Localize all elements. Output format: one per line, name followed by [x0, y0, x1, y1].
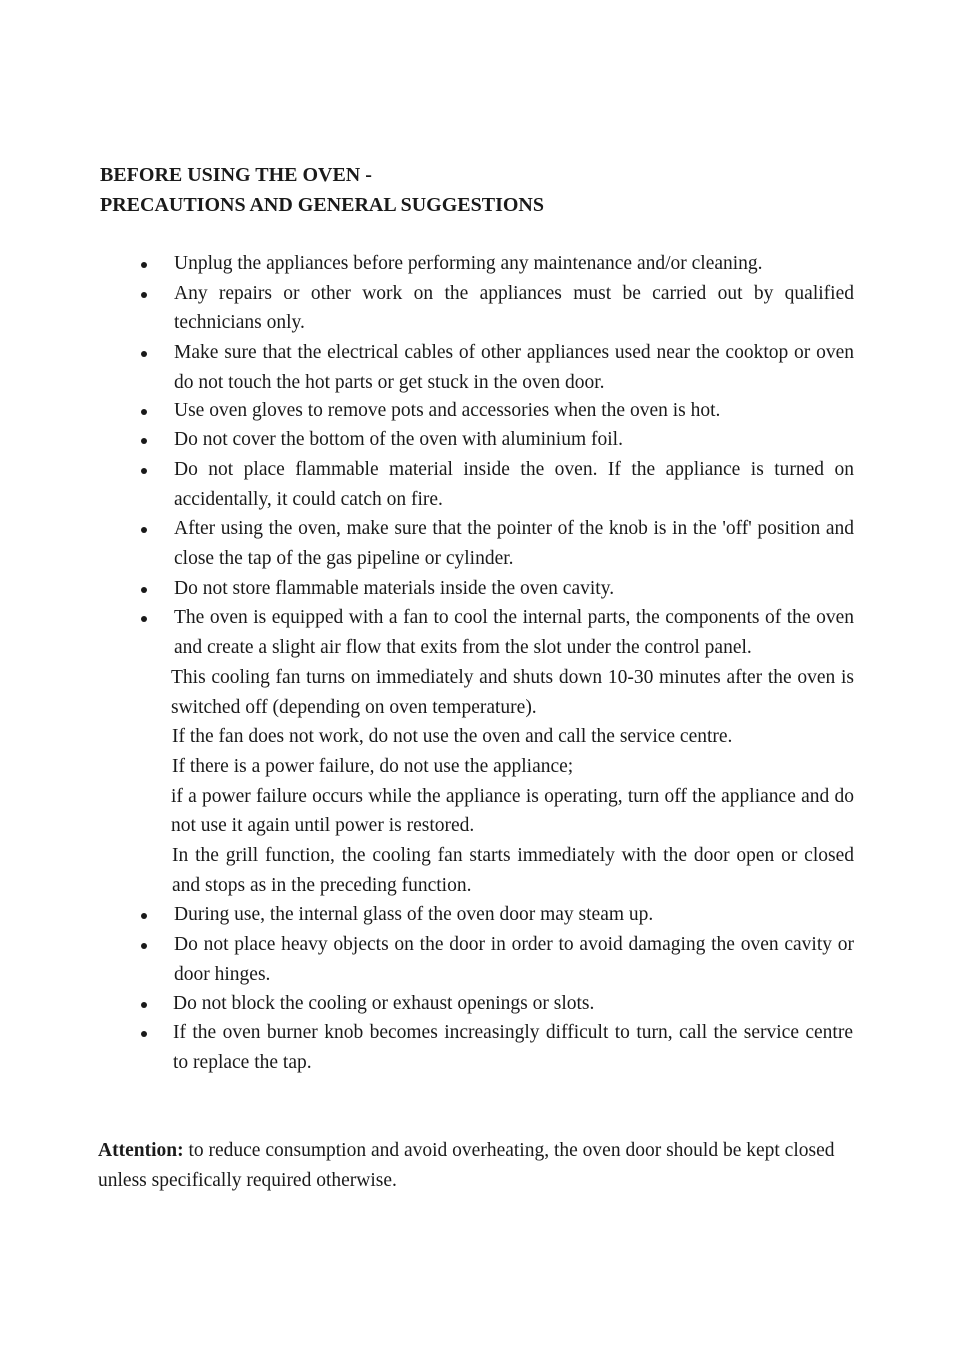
list-item-text: Do not store flammable materials inside the oven cavity.: [174, 577, 615, 599]
list-item: [0, 514, 954, 573]
heading-line-1: BEFORE USING THE OVEN -: [100, 164, 372, 186]
list-item: [0, 455, 954, 514]
list-item: [0, 396, 954, 426]
list-item-text: Do not block the cooling or exhaust openings or slots.: [173, 992, 595, 1014]
precautions-list: [0, 249, 954, 1078]
list-item-text: Unplug the appliances before performing any maintenance and/or cleaning.: [174, 253, 763, 274]
list-item-text: Use oven gloves to remove pots and accessories when the oven is hot.: [174, 399, 721, 421]
list-item-text: The oven is equipped with a fan to cool the internal parts, the components of the oven and create a slight air flow that exits from the slot under the control panel.: [174, 607, 854, 659]
attention-note: [98, 1136, 858, 1196]
list-item-text: Do not place heavy objects on the door in order to avoid damaging the oven cavity or door hinges.: [174, 934, 854, 985]
attention-text: to reduce consumption and avoid overheating, the oven door should be kept closed unless specifically required otherwise.: [98, 1140, 835, 1191]
heading-line-2: PRECAUTIONS AND GENERAL SUGGESTIONS: [100, 194, 544, 216]
list-item-text: During use, the internal glass of the oven door may steam up.: [174, 904, 654, 926]
fan-note: If the fan does not work, do not use the oven and call the service centre.: [172, 726, 733, 748]
list-item: [0, 574, 954, 604]
list-item-text: Do not cover the bottom of the oven with aluminium foil.: [174, 429, 623, 451]
list-item-text: Do not place flammable material inside the oven. If the appliance is turned on accidentally, it could catch on fire.: [174, 458, 854, 510]
list-item: [0, 989, 954, 1019]
fan-note: This cooling fan turns on immediately and shuts down 10-30 minutes after the oven is switched off (depending on oven temperature).: [171, 666, 854, 718]
fan-note: In the grill function, the cooling fan starts immediately with the door open or closed and stops as in the preceding function.: [172, 845, 854, 896]
list-item-text: Make sure that the electrical cables of other appliances used near the cooktop or oven do not touch the hot parts or get stuck in the oven door.: [174, 342, 854, 393]
list-item: [0, 425, 954, 455]
list-item: [0, 279, 954, 338]
list-item-text: If the oven burner knob becomes increasingly difficult to turn, call the service centre to replace the tap.: [173, 1022, 853, 1073]
fan-note: If there is a power failure, do not use the appliance;: [172, 755, 574, 777]
fan-note: if a power failure occurs while the appliance is operating, turn off the appliance and do not use it again until power is restored.: [171, 785, 854, 837]
list-item-text: After using the oven, make sure that the pointer of the knob is in the 'off' position and close the tap of the gas pipeline or cylinder.: [174, 518, 854, 570]
list-item: [0, 338, 954, 397]
list-item-text: Any repairs or other work on the appliances must be carried out by qualified technicians only.: [174, 282, 854, 334]
list-item: [0, 900, 954, 930]
list-item: [0, 1018, 954, 1077]
list-item: [0, 603, 954, 662]
list-item: [0, 249, 954, 279]
attention-label: Attention:: [98, 1140, 184, 1161]
list-item: [0, 930, 954, 989]
